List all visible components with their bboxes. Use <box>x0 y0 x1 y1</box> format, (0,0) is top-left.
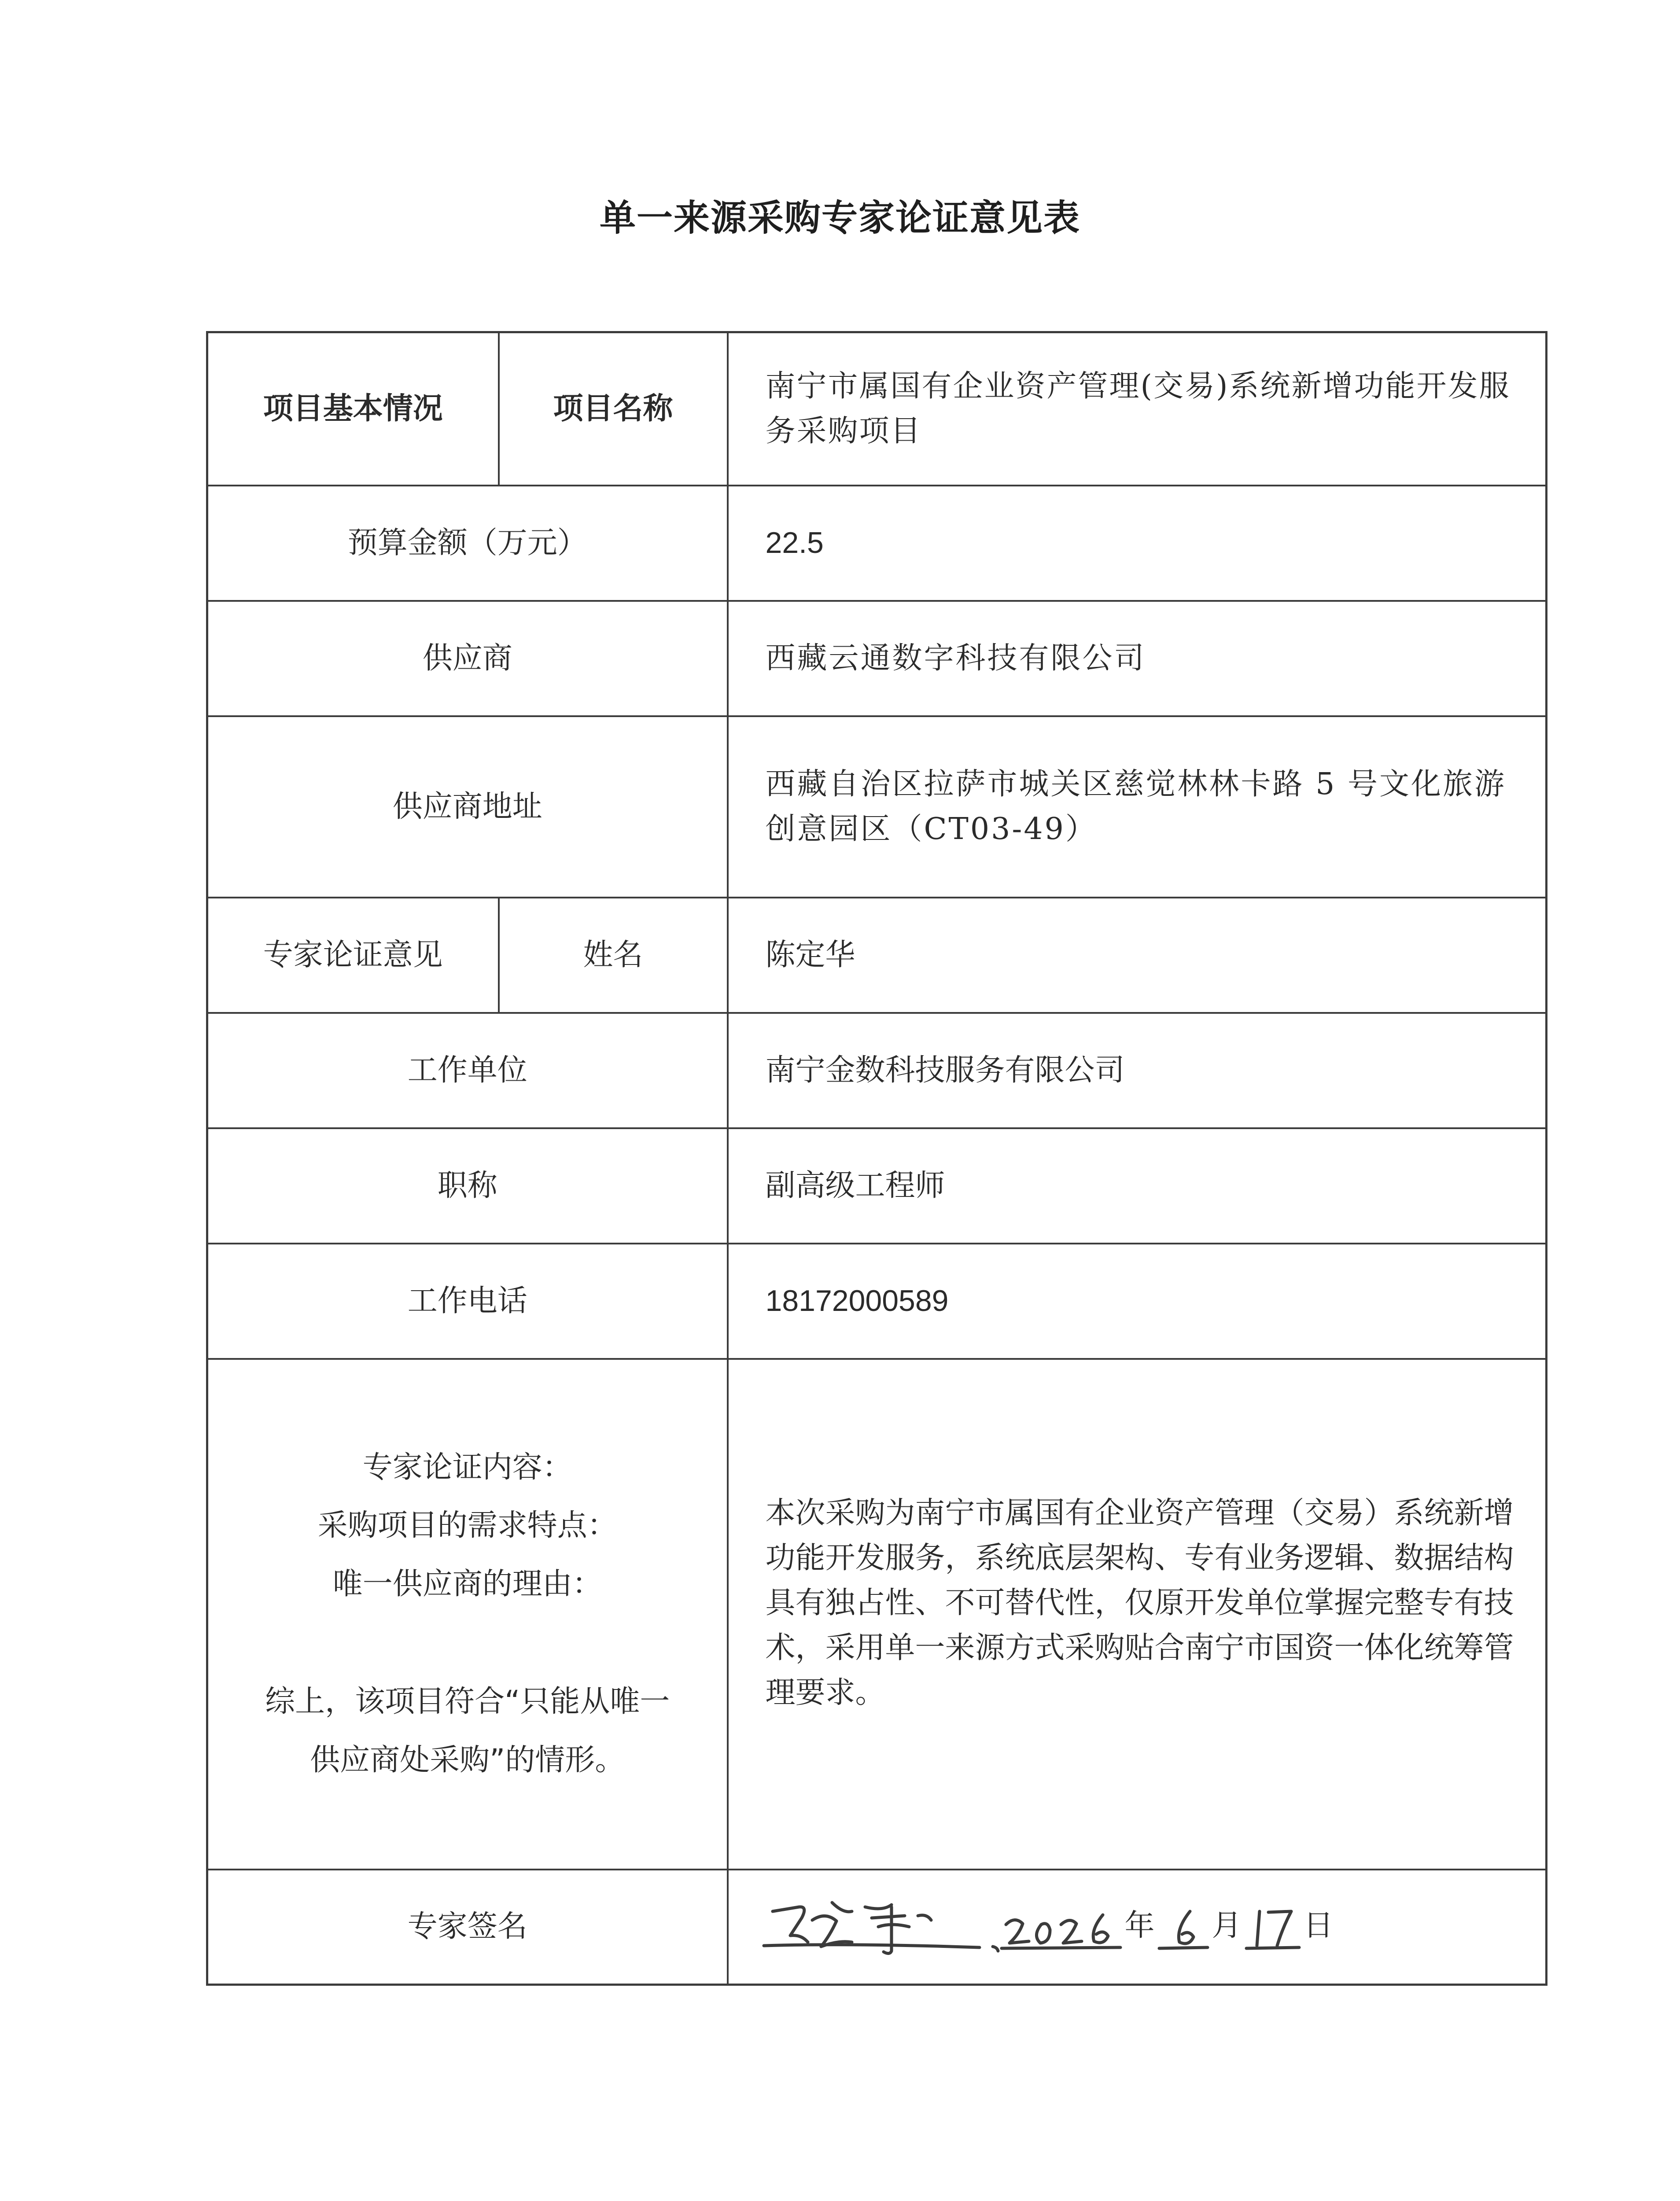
row-work-unit <box>207 1013 1547 1128</box>
supplier-address-label: 供应商地址 <box>207 716 728 898</box>
project-basic-info-label: 项目基本情况 <box>207 332 499 486</box>
handwritten-day <box>1242 1894 1304 1960</box>
row-opinion-content <box>207 1359 1547 1870</box>
expert-opinion-label: 专家论证意见 <box>207 898 499 1013</box>
handwritten-year <box>988 1894 1125 1960</box>
content-line-4: 综上，该项目符合“只能从唯一 <box>265 1684 670 1719</box>
month-unit: 月 <box>1212 1908 1242 1943</box>
title-label: 职称 <box>207 1128 728 1244</box>
expert-opinion-table <box>206 331 1547 1986</box>
row-expert-name <box>207 898 1547 1013</box>
page-title: 单一来源采购专家论证意见表 <box>599 197 1080 239</box>
opinion-text: 本次采购为南宁市属国有企业资产管理（交易）系统新增功能开发服务，系统底层架构、专有业务逻辑、数据结构具有独占性、不可替代性，仅原开发单位掌握完整专有技术，采用单一来源方式采购贴合南宁市国资一体化统筹管理要求。 <box>728 1359 1547 1870</box>
content-line-2: 采购项目的需求特点： <box>317 1508 617 1543</box>
signature-line <box>759 1894 1546 1960</box>
row-title <box>207 1128 1547 1244</box>
signature-cell <box>728 1870 1547 1985</box>
name-label: 姓名 <box>499 898 728 1013</box>
work-phone-label: 工作电话 <box>207 1244 728 1359</box>
work-unit-label: 工作单位 <box>207 1013 728 1128</box>
content-line-3: 唯一供应商的理由： <box>332 1566 602 1601</box>
content-line-5: 供应商处采购”的情形。 <box>310 1742 625 1778</box>
supplier-address-value: 西藏自治区拉萨市城关区慈觉林林卡路 5 号文化旅游创意园区（CT03-49） <box>728 716 1547 898</box>
row-work-phone <box>207 1244 1547 1359</box>
title-value: 副高级工程师 <box>728 1128 1547 1244</box>
day-unit: 日 <box>1303 1908 1334 1943</box>
budget-amount: 22.5 <box>765 526 824 559</box>
project-name-value: 南宁市属国有企业资产管理(交易)系统新增功能开发服务采购项目 <box>728 332 1547 486</box>
signature-label: 专家签名 <box>207 1870 728 1985</box>
budget-label: 预算金额（万元） <box>207 486 728 601</box>
content-block <box>207 1359 728 1870</box>
year-unit: 年 <box>1124 1908 1155 1943</box>
handwritten-month <box>1155 1894 1212 1960</box>
row-signature <box>207 1870 1547 1985</box>
work-unit-value: 南宁金数科技服务有限公司 <box>728 1013 1547 1128</box>
budget-value <box>728 486 1547 601</box>
work-phone-number: 18172000589 <box>765 1284 949 1318</box>
row-project-name <box>207 332 1547 486</box>
supplier-label: 供应商 <box>207 601 728 716</box>
row-supplier <box>207 601 1547 716</box>
name-value: 陈定华 <box>728 898 1547 1013</box>
project-name-label: 项目名称 <box>499 332 728 486</box>
work-phone-value <box>728 1244 1547 1359</box>
row-supplier-address <box>207 716 1547 898</box>
row-budget <box>207 486 1547 601</box>
handwritten-signature <box>759 1894 988 1960</box>
content-line-1: 专家论证内容： <box>362 1450 572 1485</box>
supplier-value: 西藏云通数字科技有限公司 <box>728 601 1547 716</box>
